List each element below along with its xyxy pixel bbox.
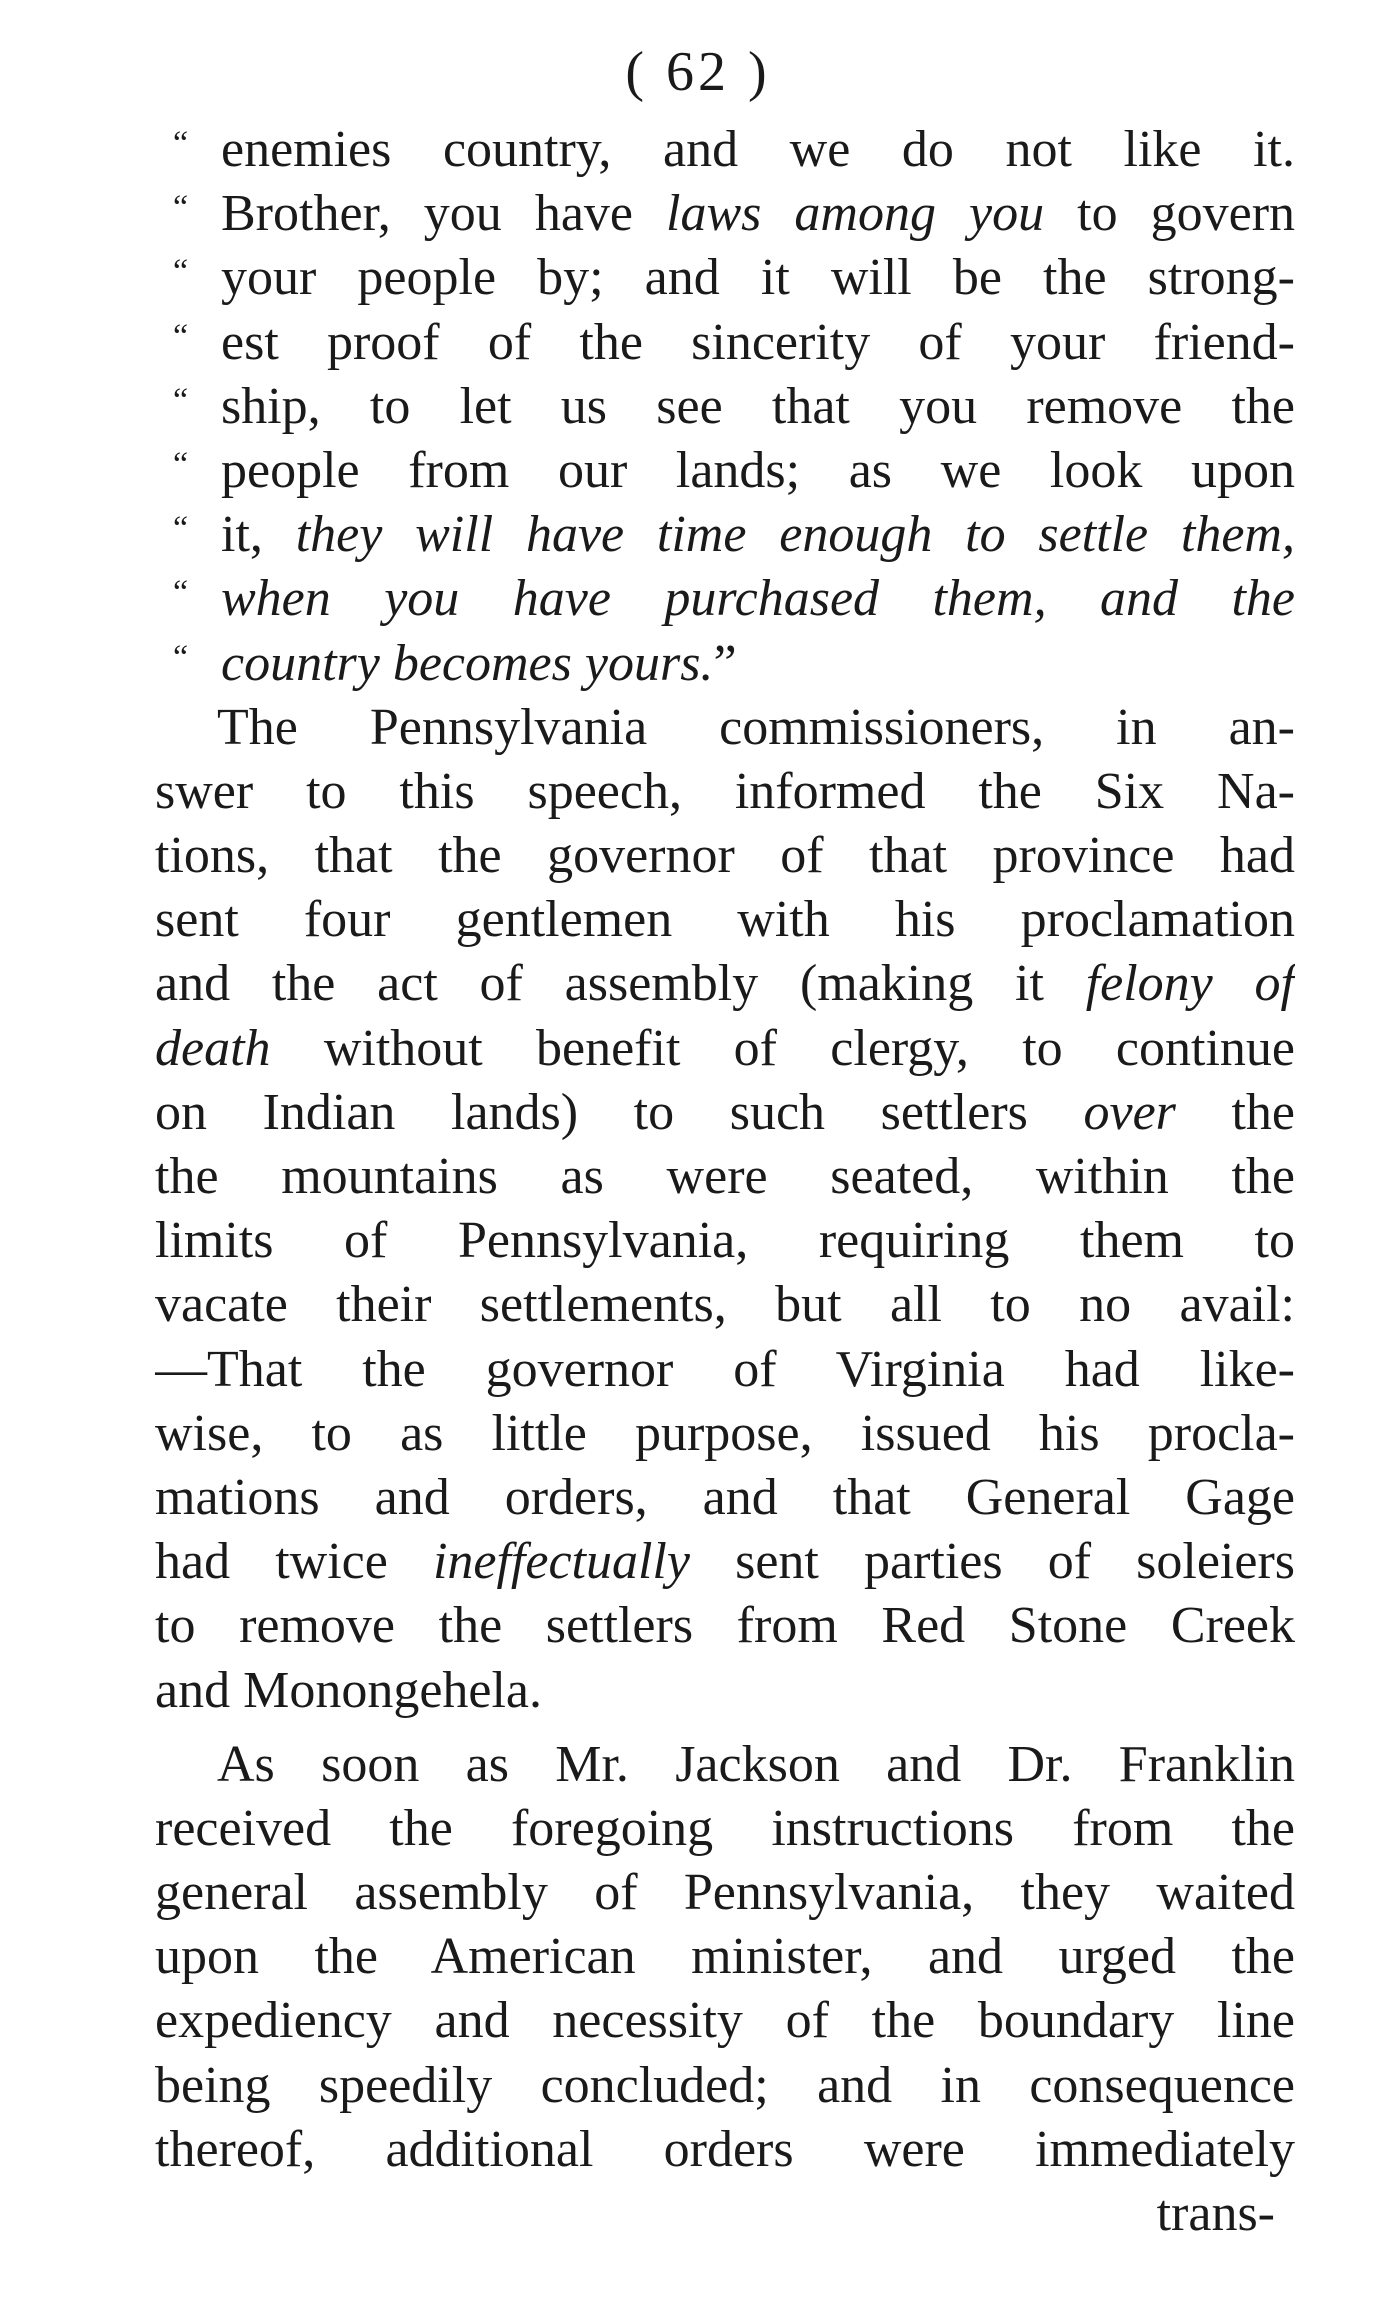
text-line: limits of Pennsylvania, requiring them to (155, 1212, 1295, 1270)
quote-mark: “ (173, 574, 190, 612)
quote-mark: “ (173, 125, 190, 162)
text-line: The Pennsylvania commissioners, in an- (217, 698, 1295, 756)
quote-mark: “ (173, 381, 190, 419)
text-line: death without benefit of clergy, to continue (155, 1019, 1295, 1077)
text-line: to remove the settlers from Red Stone Creek (155, 1597, 1295, 1655)
text-line: “ people from our lands; as we look upon (155, 439, 1295, 503)
quote-mark: “ (173, 253, 190, 291)
body-text (155, 118, 1295, 2246)
quote-mark: “ (173, 189, 190, 227)
text-line: the mountains as were seated, within the (155, 1148, 1295, 1205)
text-line: “ when you have purchased them, and the (155, 567, 1295, 631)
text-line: “ ship, to let us see that you remove the (155, 375, 1295, 439)
text-line: “ est proof of the sincerity of your friend- (155, 311, 1295, 375)
text-line: expediency and necessity of the boundary line (155, 1992, 1295, 2050)
text-line: As soon as Mr. Jackson and Dr. Franklin (217, 1735, 1295, 1793)
text-line: tions, that the governor of that province had (155, 827, 1295, 885)
text-line: had twice ineffectually sent parties of soleiers (155, 1533, 1295, 1591)
text-line: thereof, additional orders were immediately (155, 2120, 1295, 2178)
quote-mark: “ (173, 638, 190, 676)
text-line: and Monongehela. (155, 1661, 543, 1719)
text-line: on Indian lands) to such settlers over the (155, 1083, 1295, 1141)
text-line: swer to this speech, informed the Six Na- (155, 762, 1295, 820)
text-line: being speedily concluded; and in consequence (155, 2056, 1295, 2114)
text-line: “ enemies country, and we do not like it. (155, 118, 1295, 182)
text-line: general assembly of Pennsylvania, they waited (155, 1864, 1295, 1922)
text-line: mations and orders, and that General Gage (155, 1468, 1295, 1526)
text-line: wise, to as little purpose, issued his procla- (155, 1404, 1295, 1462)
text-line: sent four gentlemen with his proclamation (155, 891, 1295, 949)
text-line: upon the American minister, and urged the (155, 1928, 1295, 1986)
text-line: “ country becomes yours.” (155, 632, 1295, 696)
text-line: vacate their settlements, but all to no avail: (155, 1276, 1295, 1334)
text-line: “ it, they will have time enough to settle them, (155, 503, 1295, 567)
quote-mark: “ (173, 317, 190, 355)
text-line: “ Brother, you have laws among you to govern (155, 182, 1295, 246)
text-line: received the foregoing instructions from the (155, 1799, 1295, 1857)
quote-mark: “ (173, 510, 190, 548)
catchword: trans- (1156, 2185, 1275, 2242)
page-number: ( 62 ) (625, 41, 771, 103)
text-line: —That the governor of Virginia had like- (155, 1340, 1295, 1398)
text-line: and the act of assembly (making it felony of (155, 955, 1295, 1013)
text-line: “ your people by; and it will be the strong- (155, 246, 1295, 310)
quote-mark: “ (173, 445, 190, 483)
